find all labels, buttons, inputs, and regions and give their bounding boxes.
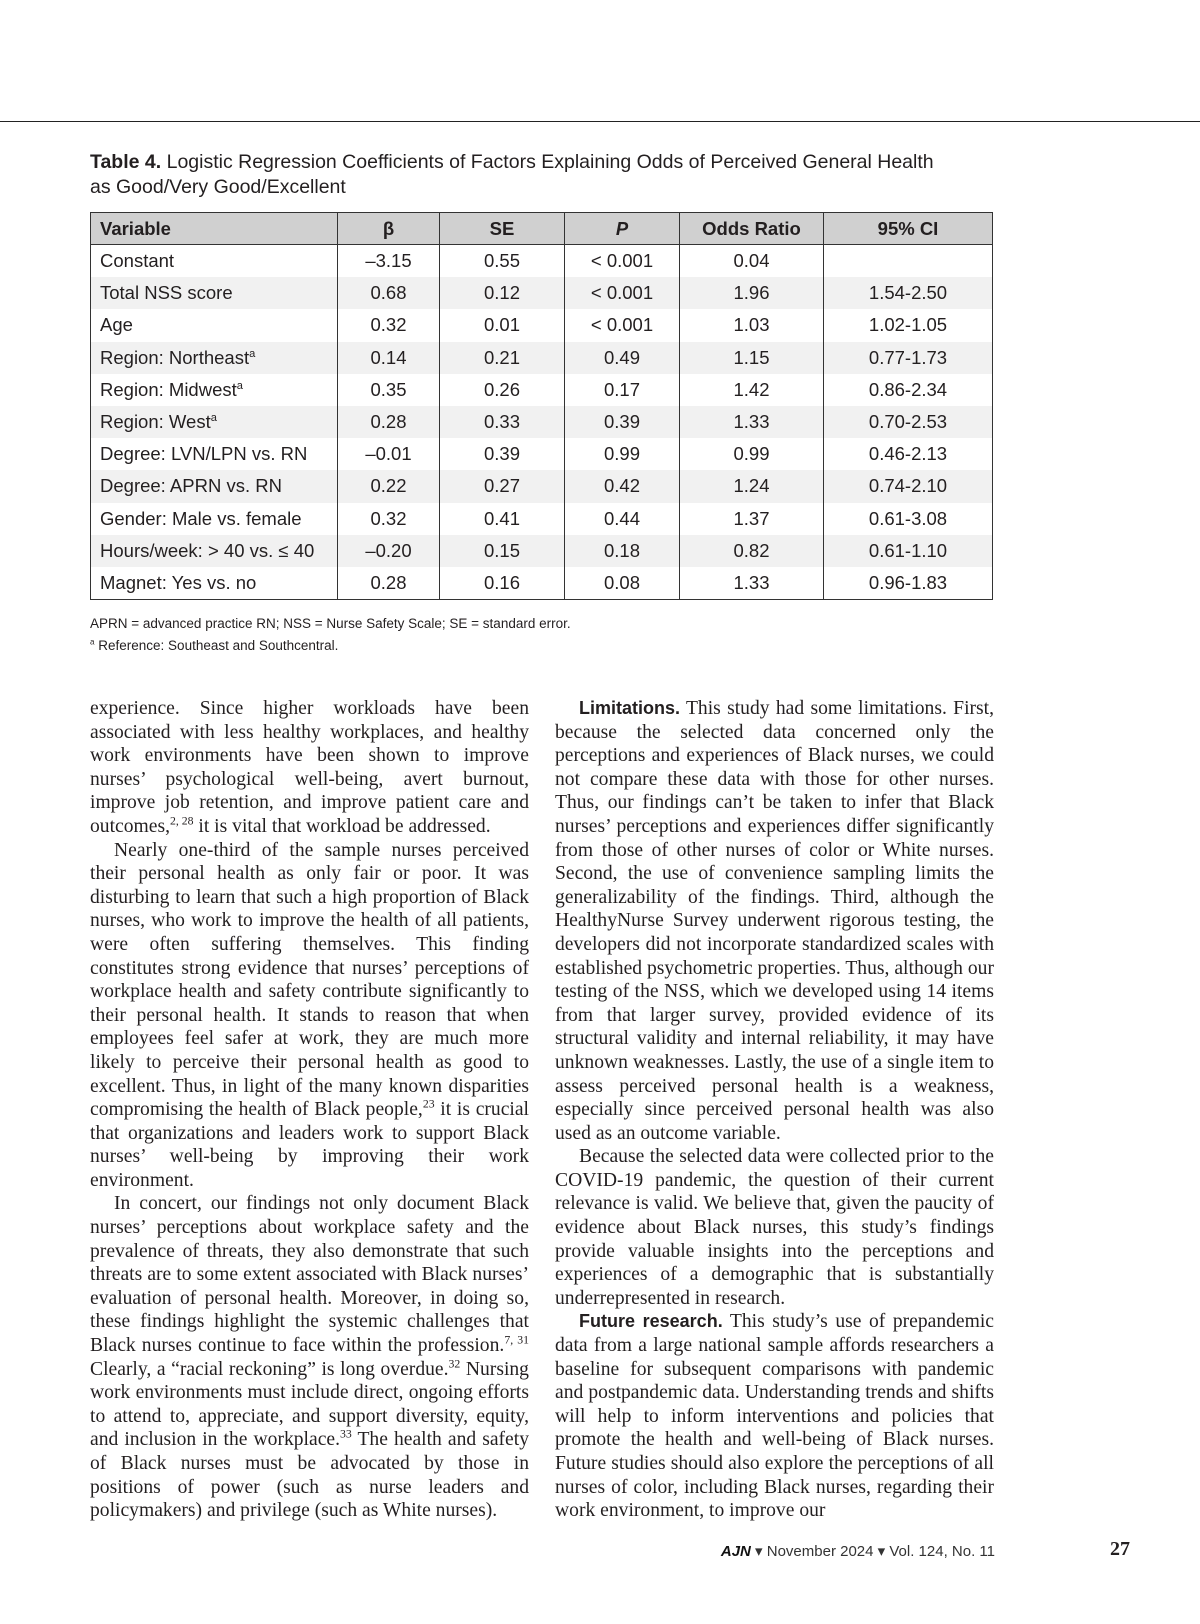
table-caption: [90, 150, 940, 200]
left-paragraph-3: In concert, our findings not only document Black nurses’ perceptions about workplace safety and the prevalence of threats, they also demonstrate that such threats are to some extent associated with Black nurses’ evaluation of personal health. Moreover, in doing so, these findings highlight the systemic challenges that Black nurses continue to face within the profession.$^{7, 31}$ Clearly, a “racial reckoning” is long overdue.$^{32}$ Nursing work environments must include direct, ongoing efforts to attend to, appreciate, and support diversity, equity, and inclusion in the workplace.$^{33}$ The health and safety of Black nurses must be advocated by those in positions of power (such as nurse leaders and policymakers) and privilege (such as White nurses).: [90, 1193, 530, 1522]
table-cell: 0.49: [565, 342, 680, 374]
table-cell: 0.55: [440, 245, 565, 278]
table-cell: < 0.001: [565, 277, 680, 309]
table-cell: 0.39: [440, 438, 565, 470]
table-cell: Gender: Male vs. female: [91, 503, 338, 535]
table-row: [91, 245, 993, 278]
table-cell: Region: Northeast$^a$: [91, 342, 338, 374]
table-cell: Hours/week: > 40 vs. ≤ 40: [91, 535, 338, 567]
table-cell: 0.27: [440, 470, 565, 502]
page-number: 27: [1110, 1538, 1130, 1560]
table-row: [91, 438, 993, 470]
volume-info: Vol. 124, No. 11: [889, 1543, 995, 1560]
table-cell: 0.74-2.10: [824, 470, 993, 502]
table-cell: 0.28: [338, 406, 440, 438]
table-cell: 1.96: [680, 277, 824, 309]
table-cell: 0.44: [565, 503, 680, 535]
table-cell: 1.15: [680, 342, 824, 374]
table-row: [91, 535, 993, 567]
table-cell: 0.04: [680, 245, 824, 278]
table-row: [91, 470, 993, 502]
table-cell: 1.02-1.05: [824, 309, 993, 341]
table-cell: 1.42: [680, 374, 824, 406]
table-footnote-reference: [90, 638, 338, 653]
table-cell: 0.99: [565, 438, 680, 470]
table-cell: Constant: [91, 245, 338, 278]
table-cell: 0.35: [338, 374, 440, 406]
table-cell: –0.20: [338, 535, 440, 567]
table-row: [91, 277, 993, 309]
header-p: P: [565, 213, 680, 245]
table-row: [91, 374, 993, 406]
table-cell: 0.17: [565, 374, 680, 406]
table-cell: 0.14: [338, 342, 440, 374]
table-cell: 0.61-1.10: [824, 535, 993, 567]
header-ci: 95% CI: [824, 213, 993, 245]
table-header-row: [91, 213, 993, 245]
table-cell: Region: West$^a$: [91, 406, 338, 438]
table-cell: 0.42: [565, 470, 680, 502]
table-row: [91, 309, 993, 341]
header-variable: Variable: [91, 213, 338, 245]
table-cell: 0.82: [680, 535, 824, 567]
regression-table: [90, 212, 993, 600]
table-cell: Degree: LVN/LPN vs. RN: [91, 438, 338, 470]
table-cell: 0.68: [338, 277, 440, 309]
table-cell: < 0.001: [565, 309, 680, 341]
right-paragraph-future-research: Future research. This study’s use of prepandemic data from a large national sample affords researchers a baseline for subsequent comparisons with pandemic and postpandemic data. Understanding trends and shifts will help to inform interventions and policies that promote the health and well-being of Black nurses. Future studies should also explore the perceptions of all nurses of color, including Black nurses, regarding their work environment, to improve our: [555, 1311, 995, 1522]
table-cell: –3.15: [338, 245, 440, 278]
journal-name: AJN: [720, 1543, 751, 1560]
table-title: Logistic Regression Coefficients of Factors Explaining Odds of Perceived General Health as Good/Very Good/Excellent: [90, 151, 934, 198]
table-cell: 0.39: [565, 406, 680, 438]
left-paragraph-2: Nearly one-third of the sample nurses perceived their personal health as only fair or poor. It was disturbing to learn that such a high proportion of Black nurses, who work to improve the health of all patients, were often suffering themselves. This finding constitutes strong evidence that nurses’ perceptions of workplace health and safety contribute significantly to their personal health. It stands to reason that when employees feel safer at work, they are much more likely to perceive their personal health as good to excellent. Thus, in light of the many known disparities compromising the health of Black people,$^{23}$ it is crucial that organizations and leaders work to support Black nurses’ well-being by improving their work environment.: [90, 839, 530, 1191]
table-cell: –0.01: [338, 438, 440, 470]
table-cell: 1.24: [680, 470, 824, 502]
table-cell: 0.33: [440, 406, 565, 438]
table-cell: 1.37: [680, 503, 824, 535]
table-cell: 0.41: [440, 503, 565, 535]
table-cell: 0.32: [338, 503, 440, 535]
table-row: [91, 406, 993, 438]
section-head-limitations: Limitations.: [579, 698, 681, 718]
table-cell: 0.99: [680, 438, 824, 470]
right-paragraph-limitations: Limitations. This study had some limitations. First, because the selected data concerned only the perceptions and experiences of Black nurses, we could not compare these data with those for other nurses. Thus, our findings can’t be taken to infer that Black nurses’ perceptions and experiences differ significantly from those of other nurses of color or White nurses. Second, the use of convenience sampling limits the generalizability of the findings. Third, although the HealthyNurse Survey underwent rigorous testing, the developers did not incorporate standardized scales with established psychometric properties. Thus, although our testing of the NSS, which we developed using 14 items from that larger survey, provided evidence of its structural validity and internal reliability, it may have unknown weaknesses. Lastly, the use of a single item to assess perceived personal health is a weakness, especially since perceived personal health was also used as an outcome variable.: [555, 698, 994, 1144]
header-beta: β: [338, 213, 440, 245]
table-cell: 1.03: [680, 309, 824, 341]
section-head-future-research: Future research.: [579, 1311, 723, 1332]
issue-date: November 2024: [766, 1543, 874, 1560]
table-cell: Total NSS score: [91, 277, 338, 309]
header-se: SE: [440, 213, 565, 245]
table-cell: 0.26: [440, 374, 565, 406]
table-label: Table 4.: [90, 151, 162, 173]
right-column: [555, 697, 994, 1523]
table-cell: 0.22: [338, 470, 440, 502]
table-cell: 0.86-2.34: [824, 374, 993, 406]
table-cell: 0.12: [440, 277, 565, 309]
table-row: [91, 503, 993, 535]
table-cell: Region: Midwest$^a$: [91, 374, 338, 406]
table-cell: 0.15: [440, 535, 565, 567]
footnote-reference-text: Reference: Southeast and Southcentral.: [94, 638, 339, 653]
left-paragraph-1: experience. Since higher workloads have been associated with less healthy workplaces, and healthy work environments have been shown to improve nurses’ psychological well-being, avert burnout, improve job retention, and improve patient care and outcomes,$^{2, 28}$ it is vital that workload be addressed.: [90, 698, 529, 837]
table-cell: 1.54-2.50: [824, 277, 993, 309]
header-odds-ratio: Odds Ratio: [680, 213, 824, 245]
table-body: [91, 245, 993, 600]
table-cell: < 0.001: [565, 245, 680, 278]
table-cell: 0.96-1.83: [824, 567, 993, 600]
table-cell: 1.33: [680, 567, 824, 600]
table-cell: 0.18: [565, 535, 680, 567]
table-footnote-abbreviations: APRN = advanced practice RN; NSS = Nurse Safety Scale; SE = standard error.: [90, 616, 571, 631]
right-paragraph-covid: Because the selected data were collected prior to the COVID-19 pandemic, the question of their current relevance is valid. We believe that, given the paucity of evidence about Black nurses, this study’s findings provide valuable insights into the perceptions and experiences of a demographic that is substantially underrepresented in research.: [555, 1146, 994, 1309]
footnote-mark: a: [90, 637, 95, 647]
table-cell: 0.46-2.13: [824, 438, 993, 470]
left-column: [90, 697, 529, 1523]
table-cell: [824, 245, 993, 278]
table-cell: 0.77-1.73: [824, 342, 993, 374]
table-cell: 0.16: [440, 567, 565, 600]
page-footer: AJN ▾ November 2024 ▾ Vol. 124, No. 11: [720, 1543, 995, 1560]
table-row: [91, 567, 993, 600]
table-cell: 0.61-3.08: [824, 503, 993, 535]
table-cell: 0.28: [338, 567, 440, 600]
table-cell: 0.32: [338, 309, 440, 341]
header-rule: [0, 121, 1200, 122]
table-cell: 0.21: [440, 342, 565, 374]
table-cell: Degree: APRN vs. RN: [91, 470, 338, 502]
table-cell: Magnet: Yes vs. no: [91, 567, 338, 600]
table-row: [91, 342, 993, 374]
table-cell: 0.70-2.53: [824, 406, 993, 438]
table-cell: 0.08: [565, 567, 680, 600]
table-cell: Age: [91, 309, 338, 341]
table-cell: 0.01: [440, 309, 565, 341]
table-cell: 1.33: [680, 406, 824, 438]
